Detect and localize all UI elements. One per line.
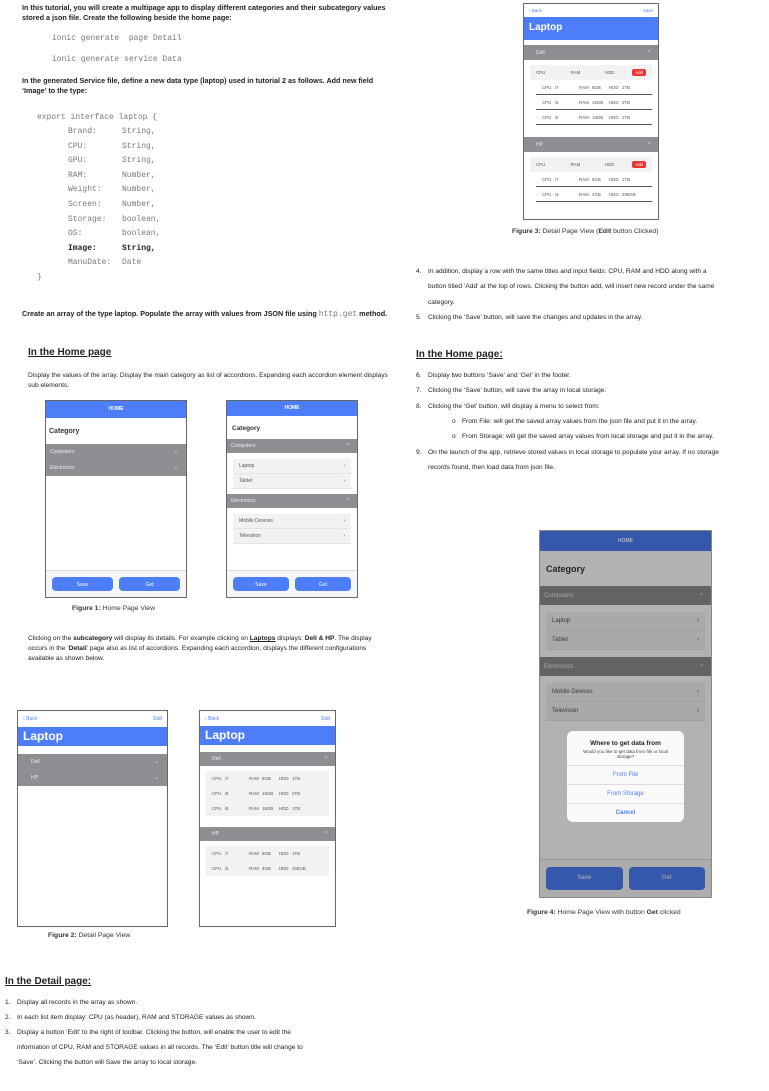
ram-label: RAM bbox=[249, 866, 259, 871]
interface-field-row bbox=[68, 140, 160, 155]
record-row bbox=[206, 786, 329, 801]
cpu-value: i7 bbox=[225, 776, 229, 781]
hdd-label: HDD bbox=[279, 866, 289, 871]
cpu-value: i5 bbox=[555, 114, 559, 120]
record-row[interactable] bbox=[536, 187, 652, 202]
save-button[interactable]: Save bbox=[546, 867, 623, 890]
accordion-label: Computers bbox=[50, 449, 75, 455]
accordion-label: Computers bbox=[544, 592, 574, 599]
cpu-label: CPU bbox=[212, 791, 222, 796]
dell-records bbox=[524, 60, 658, 137]
figure-4-caption bbox=[527, 909, 681, 916]
chevron-up-icon: ^ bbox=[700, 663, 703, 670]
cpu-value: i5 bbox=[555, 99, 559, 105]
list-item bbox=[416, 399, 600, 414]
list-item bbox=[452, 429, 714, 444]
ram-value: 8GB bbox=[592, 176, 601, 182]
input-label-hdd[interactable]: HDD bbox=[604, 162, 615, 167]
hdd-value: 1TB bbox=[292, 851, 301, 856]
chevron-right-icon: › bbox=[697, 689, 699, 695]
item-text: Clicking the ‘Get’ button, will display a menu to select from: bbox=[428, 402, 600, 410]
caption-text: Detail Page View bbox=[76, 932, 131, 939]
field-type: Number, bbox=[122, 170, 156, 180]
chevron-up-icon: ^ bbox=[346, 498, 349, 504]
toolbar bbox=[524, 4, 658, 17]
back-button[interactable]: ‹ Back bbox=[23, 716, 38, 722]
back-button[interactable]: ‹ Back bbox=[529, 8, 542, 13]
input-label-cpu[interactable]: CPU bbox=[536, 70, 546, 75]
cpu-value: i5 bbox=[225, 791, 229, 796]
ram-label: RAM bbox=[579, 99, 589, 105]
accordion-hp[interactable] bbox=[524, 137, 658, 152]
from-storage-button[interactable]: From Storage bbox=[567, 784, 684, 803]
item-label: Television bbox=[239, 533, 261, 539]
detail-item-2 bbox=[5, 1010, 256, 1025]
accordion-electronics[interactable] bbox=[46, 460, 186, 476]
accordion-label: Electronics bbox=[231, 498, 256, 504]
record-row[interactable] bbox=[536, 110, 652, 125]
chevron-down-icon: ⌄ bbox=[173, 465, 178, 471]
field-type: Number, bbox=[122, 185, 156, 195]
accordion-label: HP bbox=[212, 831, 219, 837]
detail-item-1 bbox=[5, 995, 137, 1010]
detail-heading: In the Detail page: bbox=[5, 976, 92, 987]
list-item bbox=[416, 383, 606, 398]
chevron-down-icon: ⌄ bbox=[173, 449, 178, 455]
list-item-television[interactable] bbox=[233, 529, 351, 544]
hdd-value: 2TB bbox=[292, 791, 301, 796]
interface-field-row bbox=[68, 154, 160, 169]
cpu-value: i5 bbox=[225, 806, 229, 811]
get-data-alert bbox=[567, 731, 684, 822]
field-type: boolean, bbox=[122, 229, 161, 239]
chevron-up-icon: ^ bbox=[700, 592, 703, 599]
hdd-label: HDD bbox=[279, 851, 289, 856]
field-name: Screen: bbox=[68, 199, 102, 209]
item-number: 6. bbox=[416, 372, 422, 379]
chevron-up-icon: ^ bbox=[346, 443, 349, 449]
chevron-right-icon: › bbox=[697, 618, 699, 624]
list-item bbox=[416, 295, 455, 310]
home-paragraph: Display the values of the array. Display the main category as list of accordions. Expanding each accordion element displays sub elements. bbox=[28, 372, 388, 389]
item-text: button titled ‘Add’ at the top of rows. Clicking the button add, will insert new record under the same bbox=[428, 283, 715, 291]
ram-label: RAM bbox=[579, 191, 589, 197]
add-button[interactable]: Add bbox=[632, 161, 646, 168]
cpu-value: i7 bbox=[225, 851, 229, 856]
array-paragraph bbox=[22, 308, 397, 318]
item-label: Mobile Devices bbox=[239, 518, 273, 524]
hdd-label: HDD bbox=[609, 114, 619, 120]
cpu-label: CPU bbox=[212, 806, 222, 811]
item-number: 3. bbox=[5, 1029, 11, 1036]
item-label: Laptop bbox=[239, 463, 255, 469]
item-text: records found, then load data from json file. bbox=[428, 463, 555, 471]
chevron-up-icon: ^ bbox=[647, 141, 650, 148]
array-text: Create an array of the type laptop. Populate the array with values from JSON file using bbox=[22, 309, 319, 318]
chevron-right-icon: › bbox=[697, 708, 699, 714]
hdd-value: 1TB bbox=[622, 114, 631, 120]
accordion-label: Dell bbox=[212, 756, 221, 762]
accordion-dell[interactable] bbox=[524, 45, 658, 60]
code-interface-close: } bbox=[37, 273, 42, 282]
chevron-up-icon: ^ bbox=[647, 49, 650, 56]
hdd-label: HDD bbox=[609, 84, 619, 90]
cpu-label: CPU bbox=[542, 99, 552, 105]
detail-item-3-cont: information of CPU, RAM and STORAGE values in all records. The ‘Edit’ button title will change to bbox=[17, 1044, 303, 1051]
interface-field-row bbox=[68, 242, 160, 257]
ram-value: 16GB bbox=[262, 806, 274, 811]
ram-label: RAM bbox=[579, 176, 589, 182]
input-label-cpu[interactable]: CPU bbox=[536, 162, 546, 167]
edit-button[interactable]: Edit bbox=[153, 716, 162, 722]
list-item bbox=[416, 264, 707, 279]
detail-item-3-cont2: ‘Save’. Clicking the button will Save the array to local storage. bbox=[17, 1059, 197, 1066]
cpu-label: CPU bbox=[212, 866, 222, 871]
item-text: Display a button ‘Edit’ to the right of toolbar. Clicking the button, will enable the user to edit the bbox=[17, 1029, 291, 1036]
interface-field-row bbox=[68, 183, 160, 198]
get-button[interactable]: Get bbox=[295, 577, 351, 591]
save-toolbar-button[interactable]: Save bbox=[642, 8, 653, 13]
text-bold: Laptops bbox=[249, 635, 276, 642]
accordion-label: HP bbox=[31, 775, 38, 781]
record-row bbox=[206, 861, 329, 876]
get-button[interactable]: Get bbox=[119, 577, 180, 591]
dell-records bbox=[200, 766, 335, 827]
accordion-computers[interactable] bbox=[46, 444, 186, 460]
accordion-label: Dell bbox=[536, 49, 545, 56]
edit-button[interactable]: Edit bbox=[321, 715, 330, 722]
ram-value: 8GB bbox=[262, 776, 271, 781]
ram-value: 8GB bbox=[592, 84, 601, 90]
save-button[interactable]: Save bbox=[52, 577, 113, 591]
field-type: String, bbox=[122, 127, 156, 136]
field-name: GPU: bbox=[68, 156, 88, 166]
hdd-value: 1TB bbox=[292, 776, 301, 781]
input-label-ram[interactable]: RAM bbox=[570, 70, 581, 75]
interface-field-row bbox=[68, 125, 160, 140]
item-text: On the launch of the app, retrieve stored values in local storage to populate your array. If no storage bbox=[428, 448, 719, 456]
input-label-ram[interactable]: RAM bbox=[570, 162, 581, 167]
field-name: OS: bbox=[68, 229, 83, 239]
ram-label: RAM bbox=[579, 84, 589, 90]
ram-value: 16GB bbox=[262, 791, 274, 796]
chevron-right-icon: › bbox=[343, 478, 345, 484]
item-number: 2. bbox=[5, 1014, 11, 1021]
save-button[interactable]: Save bbox=[233, 577, 289, 591]
category-title: Category bbox=[546, 564, 586, 574]
back-label: Back bbox=[531, 8, 542, 13]
ram-label: RAM bbox=[249, 806, 259, 811]
field-type: String, bbox=[122, 141, 156, 151]
caption-label: Figure 1: bbox=[72, 605, 101, 612]
field-type: String, bbox=[122, 243, 156, 253]
item-number: o bbox=[452, 417, 456, 425]
item-label: Mobile Devices bbox=[552, 689, 593, 695]
from-file-button[interactable]: From File bbox=[567, 765, 684, 784]
hdd-label: HDD bbox=[609, 191, 619, 197]
detail-item-3 bbox=[5, 1025, 291, 1040]
hdd-value: 1TB bbox=[622, 176, 631, 182]
interface-field-row bbox=[68, 213, 160, 228]
interface-field-row bbox=[68, 227, 160, 242]
hdd-label: HDD bbox=[279, 791, 289, 796]
field-name: Image: bbox=[68, 243, 97, 253]
chevron-down-icon: ⌄ bbox=[154, 759, 159, 765]
ram-label: RAM bbox=[249, 791, 259, 796]
cancel-button[interactable]: Cancel bbox=[567, 803, 684, 822]
category-title: Category bbox=[49, 428, 80, 435]
intro-paragraph: In this tutorial, you will create a multipage app to display different categories and their subcategory values stored a json file. Create the following beside the home page: bbox=[22, 3, 386, 22]
alert-message: Would you like to get data from file or local storage? bbox=[583, 749, 668, 759]
item-number: 1. bbox=[5, 999, 11, 1006]
accordion-hp[interactable] bbox=[200, 827, 335, 841]
cpu-label: CPU bbox=[542, 191, 552, 197]
toolbar bbox=[200, 711, 335, 726]
field-name: Weight: bbox=[68, 185, 102, 195]
item-text: Clicking the ‘Save’ button, will save the array in local storage. bbox=[428, 387, 607, 395]
item-number: 9. bbox=[416, 448, 422, 456]
field-name: ManuDate: bbox=[68, 258, 112, 268]
record-row[interactable] bbox=[536, 172, 652, 187]
back-button[interactable]: ‹ Back bbox=[205, 715, 220, 722]
hdd-value: 1TB bbox=[622, 84, 631, 90]
caption-text: Home Page View bbox=[100, 605, 155, 612]
ram-value: 16GB bbox=[592, 99, 604, 105]
home-heading: In the Home page bbox=[28, 347, 112, 358]
accordion-label: Electronics bbox=[50, 465, 75, 471]
list-item bbox=[416, 445, 719, 460]
page-title: Laptop bbox=[18, 727, 167, 746]
field-name: Brand: bbox=[68, 127, 97, 136]
chevron-right-icon: › bbox=[697, 637, 699, 643]
home-header: HOME bbox=[46, 401, 186, 418]
interface-fields bbox=[68, 125, 160, 271]
interface-field-row bbox=[68, 198, 160, 213]
hdd-value: 256GB bbox=[292, 866, 306, 871]
text: Clicking on the bbox=[28, 635, 74, 642]
hdd-label: HDD bbox=[609, 99, 619, 105]
category-title: Category bbox=[232, 425, 261, 432]
home-page-heading-2: In the Home page: bbox=[416, 349, 503, 360]
chevron-right-icon: › bbox=[343, 463, 345, 469]
caption-bold: Get bbox=[646, 909, 658, 916]
ram-label: RAM bbox=[249, 776, 259, 781]
hp-records bbox=[200, 841, 335, 881]
accordion-label: Electronics bbox=[544, 663, 574, 670]
caption-text: Home Page View with button bbox=[555, 909, 647, 916]
array-tail: method. bbox=[359, 309, 388, 318]
code-interface-open: export interface laptop { bbox=[37, 113, 158, 122]
alert-title: Where to get data from bbox=[590, 740, 661, 747]
record-row bbox=[206, 801, 329, 816]
hdd-value: 2TB bbox=[622, 99, 631, 105]
accordion-electronics[interactable] bbox=[227, 494, 357, 508]
field-name: CPU: bbox=[68, 141, 88, 151]
cpu-label: CPU bbox=[542, 114, 552, 120]
list-item-laptop[interactable] bbox=[233, 459, 351, 474]
chevron-up-icon: ^ bbox=[324, 831, 327, 837]
chevron-right-icon: › bbox=[343, 533, 345, 539]
item-text: Clicking the ‘Save’ button, will save the changes and updates in the array. bbox=[428, 313, 643, 321]
detail-phone-edit-mode bbox=[523, 3, 659, 220]
item-text: In each list item display: CPU (as header), RAM and STORAGE values as shown. bbox=[17, 1014, 256, 1021]
interface-field-row bbox=[68, 256, 160, 271]
item-label: Television bbox=[552, 708, 579, 714]
field-type: Date bbox=[122, 258, 142, 268]
accordion-label: HP bbox=[536, 141, 543, 148]
ram-value: 4GB bbox=[592, 191, 601, 197]
ram-value: 8GB bbox=[262, 851, 271, 856]
back-label: Back bbox=[26, 716, 38, 722]
cpu-label: CPU bbox=[212, 851, 222, 856]
record-row bbox=[206, 771, 329, 786]
caption-label: Figure 3: bbox=[512, 228, 541, 235]
chevron-down-icon: ⌄ bbox=[154, 775, 159, 781]
chevron-right-icon: › bbox=[343, 518, 345, 524]
item-text: category. bbox=[428, 298, 455, 306]
hp-records bbox=[524, 152, 658, 207]
accordion-dell[interactable] bbox=[200, 752, 335, 766]
new-record-row bbox=[530, 157, 652, 172]
hdd-value: 1TB bbox=[292, 806, 301, 811]
home-phone-collapsed bbox=[45, 400, 187, 598]
text: . The display occurs in the ‘ bbox=[28, 635, 372, 652]
ram-value: 4GB bbox=[262, 866, 271, 871]
accordion-dell[interactable] bbox=[18, 754, 167, 770]
accordion-label: Dell bbox=[31, 759, 40, 765]
cpu-value: i7 bbox=[555, 84, 559, 90]
home-header: HOME bbox=[540, 531, 711, 551]
accordion-label: Computers bbox=[231, 443, 256, 449]
list-item bbox=[416, 460, 555, 475]
item-text: Display all records in the array as shown. bbox=[17, 999, 138, 1006]
text: displays: bbox=[275, 635, 305, 642]
field-type: boolean, bbox=[122, 214, 161, 224]
list-item-mobile-devices[interactable] bbox=[233, 514, 351, 529]
list-item-tablet[interactable] bbox=[233, 474, 351, 489]
text-bold: Dell & HP bbox=[304, 635, 335, 642]
figure-3-caption bbox=[512, 228, 658, 235]
accordion-hp[interactable] bbox=[18, 770, 167, 786]
item-text: From File: will get the saved array values from the json file and put it in the array. bbox=[462, 417, 698, 425]
cpu-label: CPU bbox=[212, 776, 222, 781]
list-item bbox=[416, 279, 714, 294]
cpu-label: CPU bbox=[542, 176, 552, 182]
hdd-value: 256GB bbox=[622, 191, 636, 197]
cpu-label: CPU bbox=[542, 84, 552, 90]
item-number: 7. bbox=[416, 387, 422, 395]
field-name: Storage: bbox=[68, 214, 107, 224]
page-title: Laptop bbox=[200, 726, 335, 745]
item-number: 8. bbox=[416, 402, 422, 410]
caption-text: button Clicked) bbox=[611, 228, 659, 235]
page-title: Laptop bbox=[524, 17, 658, 40]
figure-1-caption bbox=[72, 605, 155, 612]
new-record-row bbox=[530, 65, 652, 80]
detail-phone-collapsed bbox=[17, 710, 168, 927]
item-text: Display two buttons ‘Save’ and ‘Get’ in the footer. bbox=[428, 372, 571, 379]
text-bold: subcategory bbox=[73, 635, 113, 642]
text: will display its details. For example clicking on bbox=[112, 635, 250, 642]
get-button[interactable]: Get bbox=[629, 867, 706, 890]
record-row[interactable] bbox=[536, 80, 652, 95]
item-label: Tablet bbox=[552, 637, 569, 643]
ram-value: 16GB bbox=[592, 114, 604, 120]
home-header: HOME bbox=[227, 401, 357, 416]
item-label: Laptop bbox=[552, 618, 571, 624]
subcategory-paragraph bbox=[28, 634, 378, 664]
record-row bbox=[206, 846, 329, 861]
command-generate-page: ionic generate page Detail bbox=[52, 34, 182, 43]
cpu-value: i3 bbox=[225, 866, 229, 871]
caption-text: Detail Page View ( bbox=[540, 228, 599, 235]
list-item bbox=[416, 368, 571, 383]
cpu-value: i3 bbox=[555, 191, 559, 197]
input-label-hdd[interactable]: HDD bbox=[604, 70, 615, 75]
accordion-computers[interactable] bbox=[227, 439, 357, 453]
item-text: In addition, display a row with the same titles and input fields: CPU, RAM and HDD along with a bbox=[428, 268, 707, 275]
list-item bbox=[452, 414, 697, 429]
toolbar bbox=[18, 711, 167, 727]
text-bold: Detail bbox=[68, 645, 87, 652]
record-row[interactable] bbox=[536, 95, 652, 110]
caption-bold: Edit bbox=[598, 228, 612, 235]
item-number: 5. bbox=[416, 313, 422, 321]
home-phone-expanded bbox=[226, 400, 358, 598]
ram-label: RAM bbox=[579, 114, 589, 120]
home-phone-with-alert bbox=[539, 530, 712, 898]
hdd-label: HDD bbox=[279, 806, 289, 811]
caption-label: Figure 4: bbox=[527, 909, 556, 916]
http-get-code: http.get bbox=[318, 310, 358, 318]
chevron-up-icon: ^ bbox=[324, 756, 327, 762]
item-number: o bbox=[452, 433, 456, 441]
cpu-value: i7 bbox=[555, 176, 559, 182]
field-name: RAM: bbox=[68, 170, 88, 180]
item-number: 4. bbox=[416, 268, 422, 275]
detail-phone-expanded bbox=[199, 710, 336, 927]
back-label: Back bbox=[208, 715, 220, 722]
ram-label: RAM bbox=[249, 851, 259, 856]
item-label: Tablet bbox=[239, 478, 253, 484]
field-type: String, bbox=[122, 156, 156, 166]
service-paragraph: In the generated Service file, define a new data type (laptop) used in tutorial 2 as follows. Add new field ‘Image’ to the type: bbox=[22, 76, 374, 95]
field-type: Number, bbox=[122, 199, 156, 209]
item-text: From Storage: will get the saved array values from local storage and put it in the array. bbox=[462, 433, 714, 441]
command-generate-service: ionic generate service Data bbox=[52, 55, 182, 64]
list-item bbox=[416, 310, 642, 325]
add-button[interactable]: Add bbox=[632, 69, 646, 76]
interface-field-row bbox=[68, 169, 160, 184]
caption-text: clicked bbox=[657, 909, 681, 916]
hdd-label: HDD bbox=[279, 776, 289, 781]
text: ’ page also as list of accordions. Expanding each accordion, displays the different configurations available as shown below. bbox=[28, 645, 367, 662]
hdd-label: HDD bbox=[609, 176, 619, 182]
caption-label: Figure 2: bbox=[48, 932, 77, 939]
modal-backdrop[interactable] bbox=[540, 531, 711, 897]
figure-2-caption bbox=[48, 932, 130, 939]
